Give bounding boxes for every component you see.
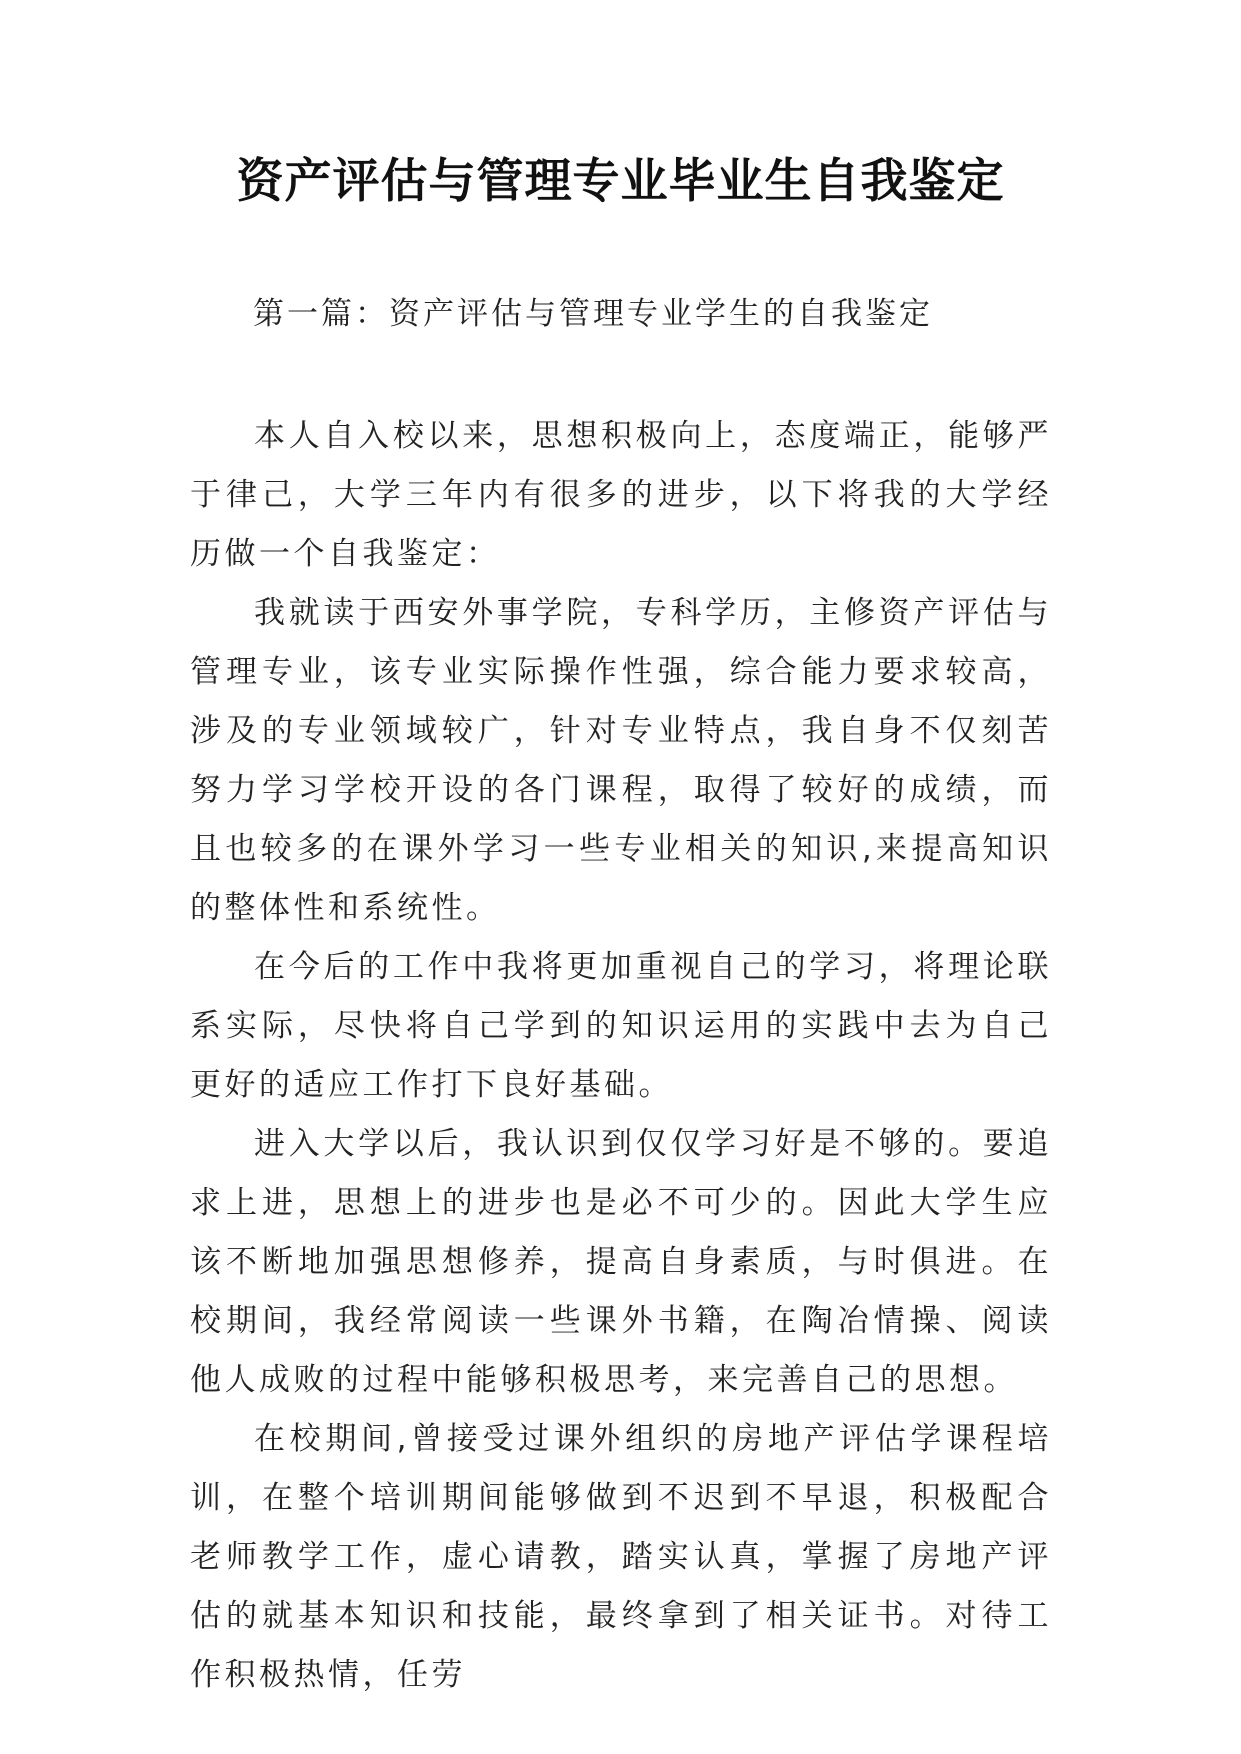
section-heading: 第一篇：资产评估与管理专业学生的自我鉴定 [253, 296, 933, 332]
document-title: 资产评估与管理专业毕业生自我鉴定 [236, 154, 1005, 209]
paragraph-5: 在校期间,曾接受过课外组织的房地产评估学课程培训，在整个培训期间能够做到不迟到不早退，积极配合老师教学工作，虚心请教，踏实认真，掌握了房地产评估的就基本知识和技能，最终拿到了相关证书。对待工作积极热情，任劳 [190, 1421, 1052, 1693]
paragraph-3: 在今后的工作中我将更加重视自己的学习，将理论联系实际，尽快将自己学到的知识运用的实践中去为自己更好的适应工作打下良好基础。 [190, 949, 1052, 1103]
paragraph-4: 进入大学以后，我认识到仅仅学习好是不够的。要追求上进，思想上的进步也是必不可少的。因此大学生应该不断地加强思想修养，提高自身素质，与时俱进。在校期间，我经常阅读一些课外书籍，在陶冶情操、阅读他人成败的过程中能够积极思考，来完善自己的思想。 [190, 1126, 1052, 1398]
document-body [190, 407, 1052, 1705]
paragraph-2: 我就读于西安外事学院，专科学历，主修资产评估与管理专业，该专业实际操作性强，综合能力要求较高，涉及的专业领域较广，针对专业特点，我自身不仅刻苦努力学习学校开设的各门课程，取得了较好的成绩，而且也较多的在课外学习一些专业相关的知识,来提高知识的整体性和系统性。 [190, 595, 1052, 926]
paragraph-1: 本人自入校以来，思想积极向上，态度端正，能够严于律己，大学三年内有很多的进步，以下将我的大学经历做一个自我鉴定： [190, 418, 1052, 572]
